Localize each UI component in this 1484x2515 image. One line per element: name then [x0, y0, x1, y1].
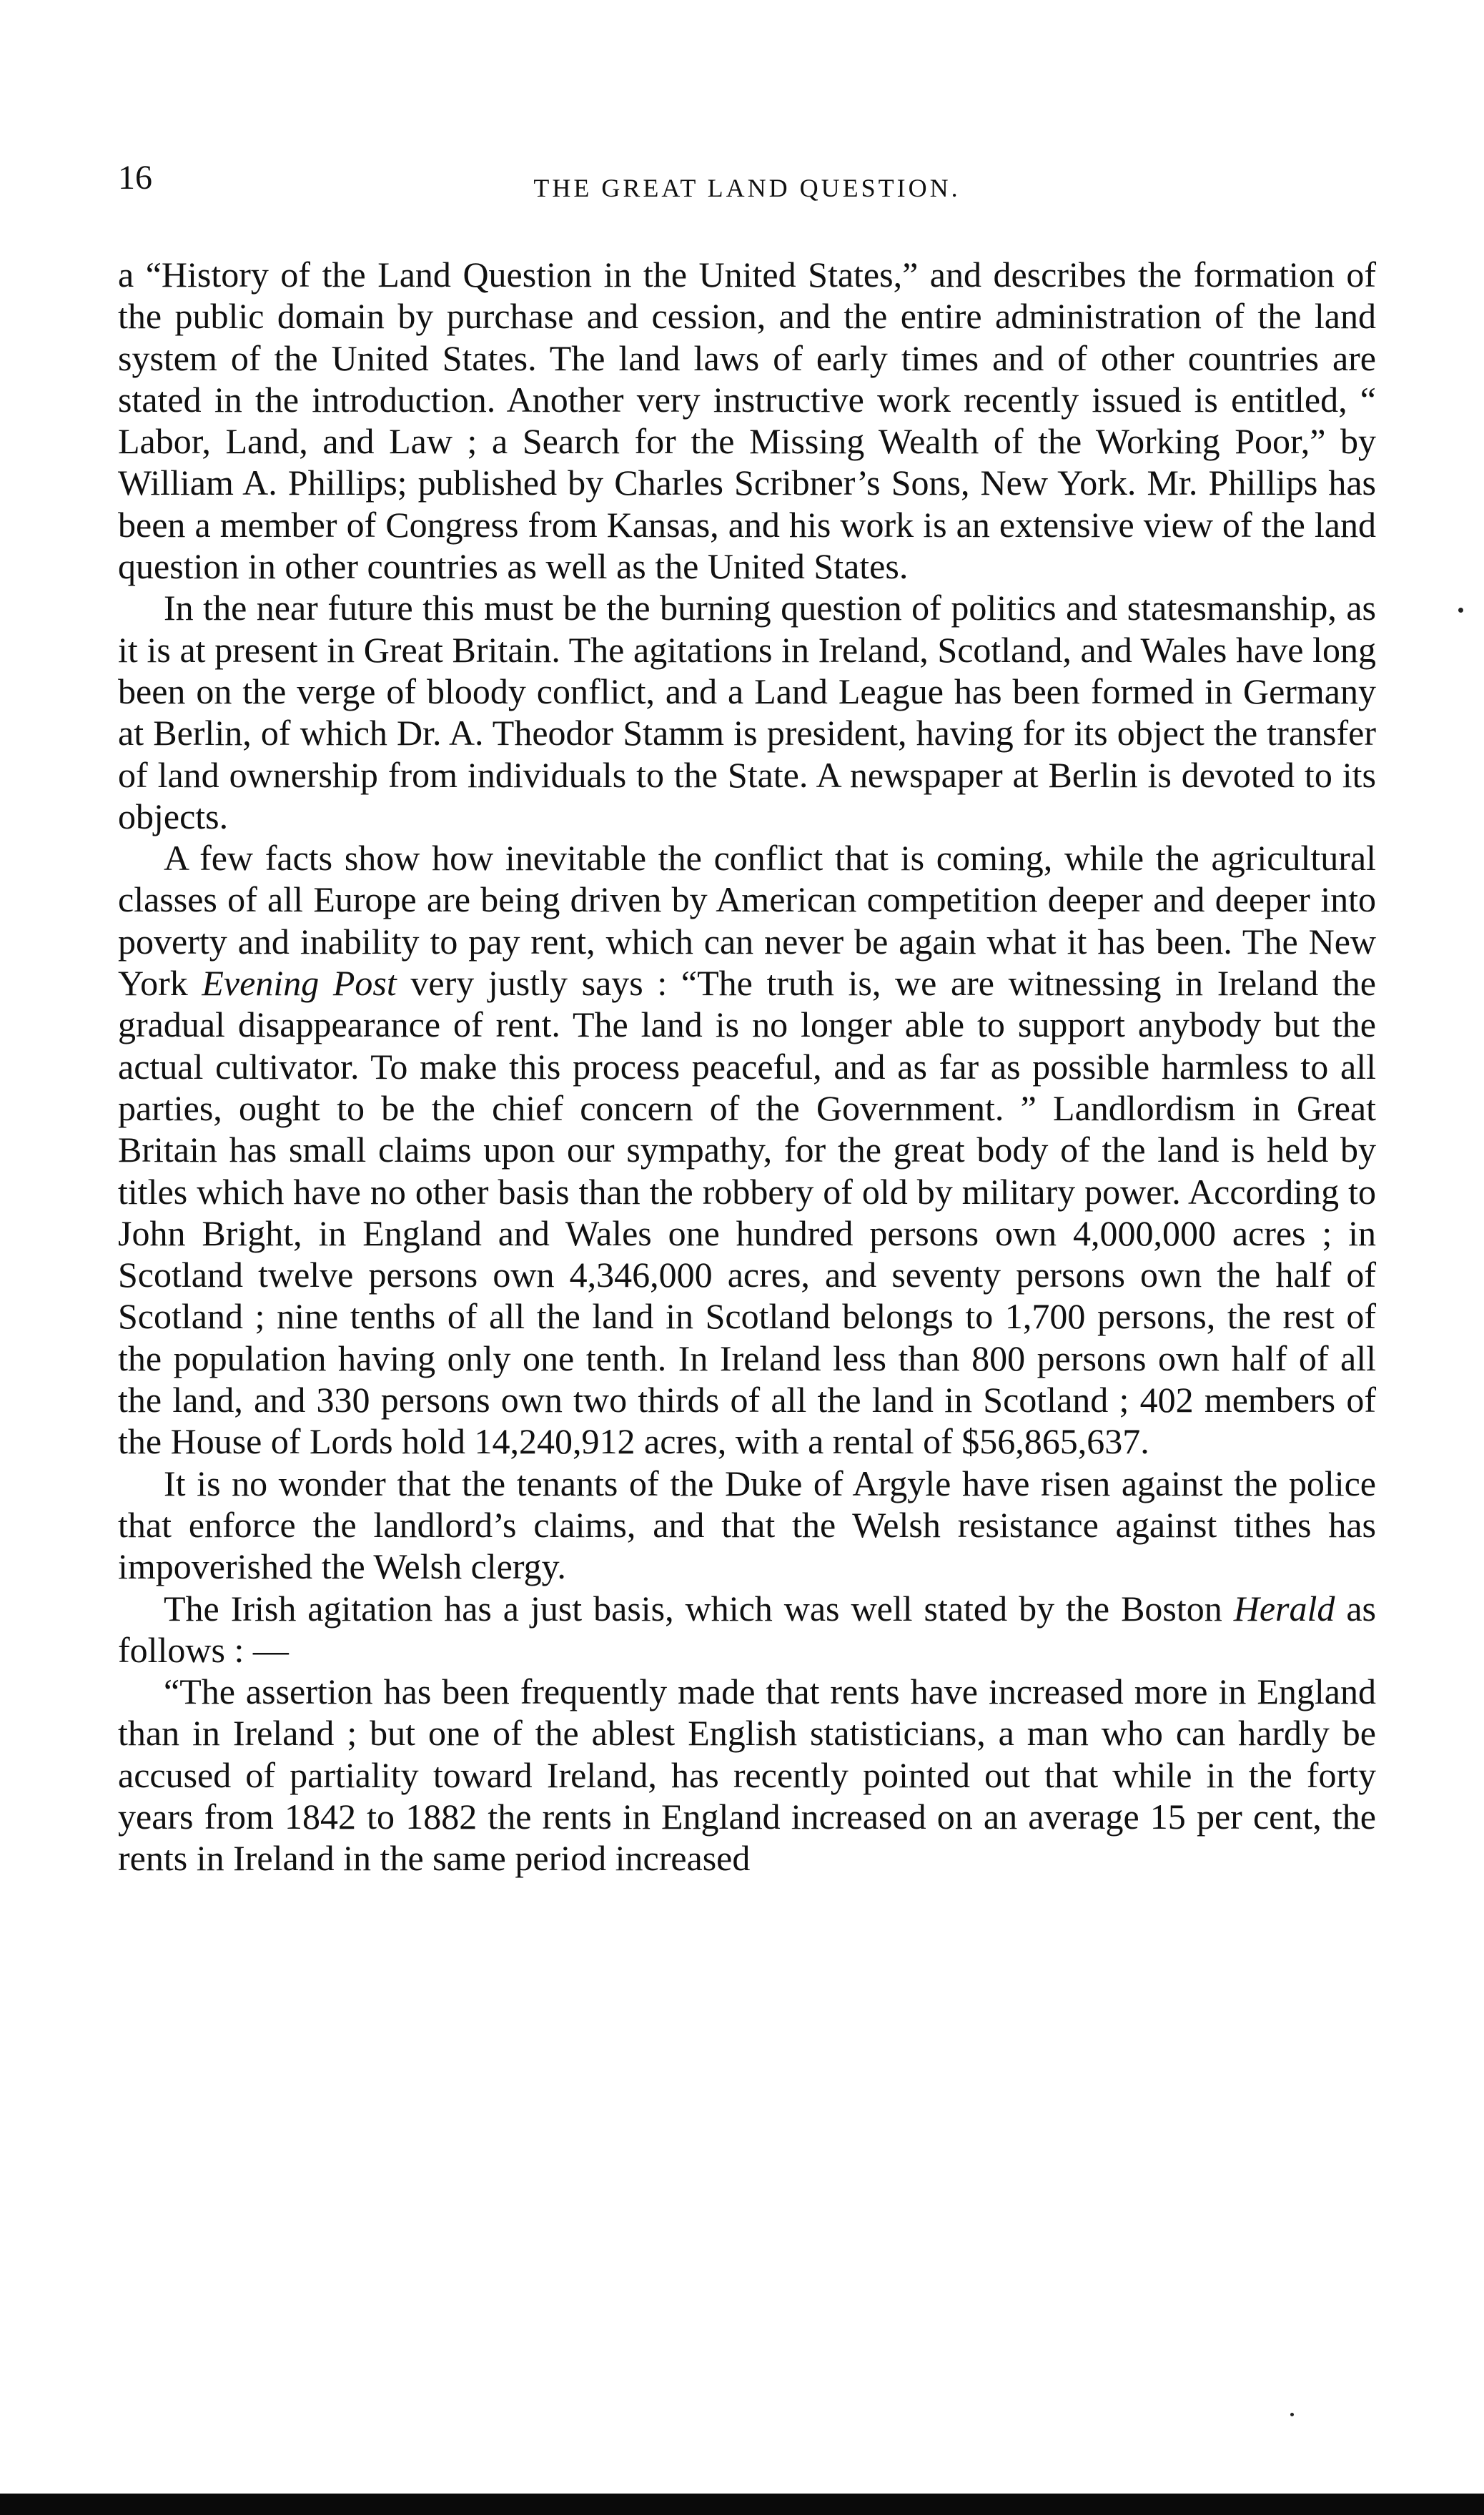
book-page [118, 154, 1376, 1879]
scan-speck [1290, 2413, 1294, 2416]
running-title: THE GREAT LAND QUESTION. [533, 174, 961, 202]
paragraph-1: a “History of the Land Question in the United States,” and describes the formation of the public domain by purchase and cession, and the entire administration of the land system of the United States. The land laws of early times and of other countries are stated in the introduction. Another very instructive work recently issued is entitled, “ Labor, Land, and Law ; a Search for the Missing Wealth of the Working Poor,” by William A. Phillips; published by Charles Scribner’s Sons, New York. Mr. Phillips has been a member of Congress from Kansas, and his work is an extensive view of the land question in other countries as well as the United States. [118, 255, 1376, 587]
paragraph-3-after: very justly says : “The truth is, we are witnessing in Ireland the gradual disappearance of rent. The land is no longer able to support anybody but the actual cultivator. To make this process peaceful, and as far as possible harmless to all parties, ought to be the chief concern of the Government. ” Landlordism in Great Britain has small claims upon our sympathy, for the great body of the land is held by titles which have no other basis than the robbery of old by military power. According to John Bright, in England and Wales one hundred persons own 4,000,000 acres ; in Scotland twelve persons own 4,346,000 acres, and seventy persons own the half of Scotland ; nine tenths of all the land in Scotland belongs to 1,700 persons, the rest of the population having only one tenth. In Ireland less than 800 persons own half of all the land, and 330 persons own two thirds of all the land in Scotland ; 402 members of the House of Lords hold 14,240,912 acres, with a rental of $56,865,637. [118, 963, 1376, 1462]
paragraph-3 [118, 837, 1376, 1462]
paragraph-2: In the near future this must be the burning question of politics and statesmanship, as it is at present in Great Britain. The agitations in Ireland, Scotland, and Wales have long been on the verge of bloody conflict, and a Land League has been formed in Germany at Berlin, of which Dr. A. Theodor Stamm is president, having for its object the transfer of land ownership from individuals to the State. A newspaper at Berlin is devoted to its objects. [118, 588, 1376, 836]
page-header [118, 154, 1376, 211]
scan-bottom-edge [0, 2494, 1484, 2515]
scan-speck [1458, 608, 1463, 613]
evening-post-title: Evening Post [202, 963, 397, 1004]
body-text [118, 254, 1376, 1879]
paragraph-5-before: The Irish agitation has a just basis, which was well stated by the Boston [164, 1588, 1234, 1629]
page-number: 16 [118, 159, 152, 197]
paragraph-4: It is no wonder that the tenants of the Duke of Argyle have risen against the police that enforce the landlord’s claims, and that the Welsh resistance against tithes has impoverished the Welsh clergy. [118, 1463, 1376, 1587]
paragraph-5 [118, 1588, 1376, 1671]
paragraph-6: “The assertion has been frequently made that rents have increased more in England than in Ireland ; but one of the ablest English statisticians, a man who can hardly be accused of partiality toward Ireland, has recently pointed out that while in the forty years from 1842 to 1882 the rents in England increased on an average 15 per cent, the rents in Ireland in the same period increased [118, 1671, 1376, 1879]
paragraph-5-after: as follows : — [118, 1588, 1376, 1670]
herald-title: Herald [1233, 1588, 1335, 1629]
paragraph-3-before: A few facts show how inevitable the conflict that is coming, while the agricultural classes of all Europe are being driven by American competition deeper and deeper into poverty and inability to pay rent, which can never be again what it has been. The New York [118, 838, 1376, 1004]
